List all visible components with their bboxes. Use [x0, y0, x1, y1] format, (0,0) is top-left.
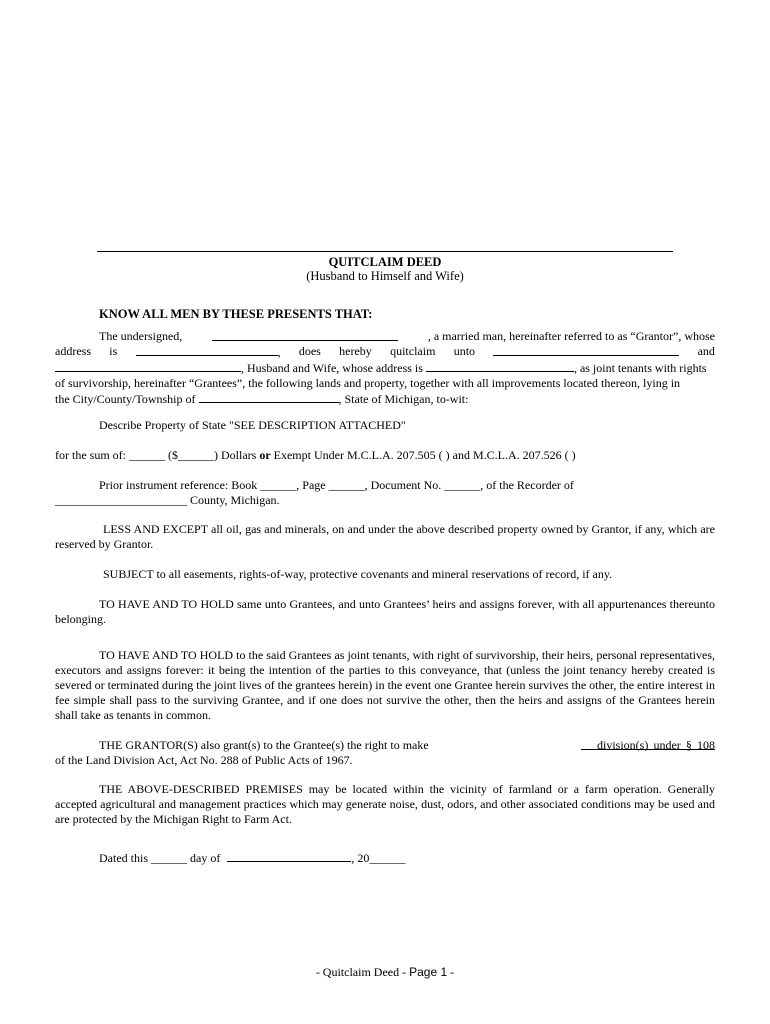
describe-property: Describe Property of State "SEE DESCRIPTION ATTACHED" — [99, 418, 406, 432]
dated-line — [55, 850, 759, 866]
grant-line-4 — [55, 376, 715, 391]
dated-text: Dated this ______ day of — [99, 851, 221, 865]
division-text-b: division(s) under § 108 of the Land Division Act, Act No. 288 of Public Acts of 1967. — [55, 738, 715, 767]
grantor-name-blank[interactable] — [212, 329, 398, 341]
grant-line-3 — [55, 360, 715, 376]
grant-text-township: the City/County/Township of — [55, 392, 196, 406]
less-and-except: LESS AND EXCEPT all oil, gas and minerals, on and under the above described property owned by Grantor, if any, which are reserved by Grantor. — [55, 522, 715, 551]
grant-text-husband-wife: , Husband and Wife, whose address is — [241, 361, 423, 375]
preamble-heading: KNOW ALL MEN BY THESE PRESENTS THAT: — [99, 307, 373, 321]
consideration-line — [55, 448, 715, 463]
grant-word: address — [55, 344, 91, 358]
document-subtitle: (Husband to Himself and Wife) — [306, 269, 464, 283]
prior-instrument-line-2: ______________________ County, Michigan. — [55, 493, 280, 507]
exemption-text: Exempt Under M.C.L.A. 207.505 ( ) and M.C.L.A. 207.526 ( ) — [270, 448, 576, 462]
dated-year: , 20______ — [351, 851, 406, 865]
grantee-address-blank[interactable] — [426, 360, 574, 372]
grant-word: hereby — [339, 344, 372, 358]
grant-line-1 — [55, 329, 715, 344]
footer-doc-name: - Quitclaim Deed - — [315, 965, 410, 979]
habendum-1: TO HAVE AND TO HOLD same unto Grantees, and unto Grantees’ heirs and assigns forever, with all appurtenances thereunto belonging. — [55, 597, 715, 626]
prior-instrument-line-1: Prior instrument reference: Book ______, Page ______, Document No. ______, of the Recorder of — [99, 478, 574, 492]
footer-dash: - — [447, 965, 455, 979]
division-text-a: THE GRANTOR(S) also grant(s) to the Grantee(s) the right to make — [99, 738, 429, 752]
consideration-or: or — [259, 448, 271, 462]
dated-month-blank[interactable] — [227, 850, 351, 862]
grant-word: does — [298, 344, 321, 358]
grant-word: , — [277, 345, 281, 359]
prior-instrument — [55, 478, 715, 508]
grant-paragraph — [55, 329, 715, 407]
document-title: QUITCLAIM DEED — [328, 255, 442, 269]
grant-text-undersigned: The undersigned, — [99, 329, 183, 343]
consideration-text: for the sum of: ______ ($______) Dollars — [55, 448, 257, 462]
grantor-address-blank[interactable] — [136, 344, 278, 356]
right-to-farm: THE ABOVE-DESCRIBED PREMISES may be located within the vicinity of farmland or a farm operation. Generally accepted agricultural and management practices which may generate noise, dust, odors, and other associated conditions may be used and are protected by the Michigan Right to Farm Act. — [55, 782, 715, 826]
township-blank[interactable] — [199, 391, 339, 403]
grant-line-2 — [55, 344, 715, 360]
grant-text-state: , State of Michigan, to-wit: — [338, 392, 469, 406]
grant-line-5 — [55, 391, 715, 407]
footer-page-number: Page 1 — [409, 965, 448, 979]
page-footer — [0, 965, 770, 980]
grant-word: quitclaim — [390, 344, 436, 358]
subject-to: SUBJECT to all easements, rights-of-way, protective covenants and mineral reservations of record, if any. — [103, 567, 613, 581]
grantee-name-blank[interactable] — [493, 344, 679, 356]
grant-text-survivorship: of survivorship, hereinafter “Grantees”, the following lands and property, together with all improvements located thereon, lying in — [55, 376, 681, 390]
grant-word: and — [697, 344, 715, 358]
grant-text-joint-tenants: , as joint tenants with rights — [573, 361, 707, 375]
grant-text-married: , a married man, hereinafter referred to as “Grantor”, whose — [427, 329, 715, 343]
wife-name-blank[interactable] — [55, 360, 241, 372]
top-rule — [97, 251, 673, 252]
grant-word: is — [109, 344, 118, 358]
habendum-2: TO HAVE AND TO HOLD to the said Grantees as joint tenants, with right of survivorship, their heirs, personal representatives, executors and assigns forever: it being the intention of the parties to this conveyance, that (unless the joint tenancy hereby created is severed or terminated during the joint lives of the grantees herein) in the event one Grantee herein survives the other, the entire interest in fee simple shall pass to the surviving Grantee, and if one does not survive the other, then the heirs and assigns of the Grantees herein shall take as tenants in common. — [55, 648, 715, 722]
grant-word: unto — [453, 344, 476, 358]
